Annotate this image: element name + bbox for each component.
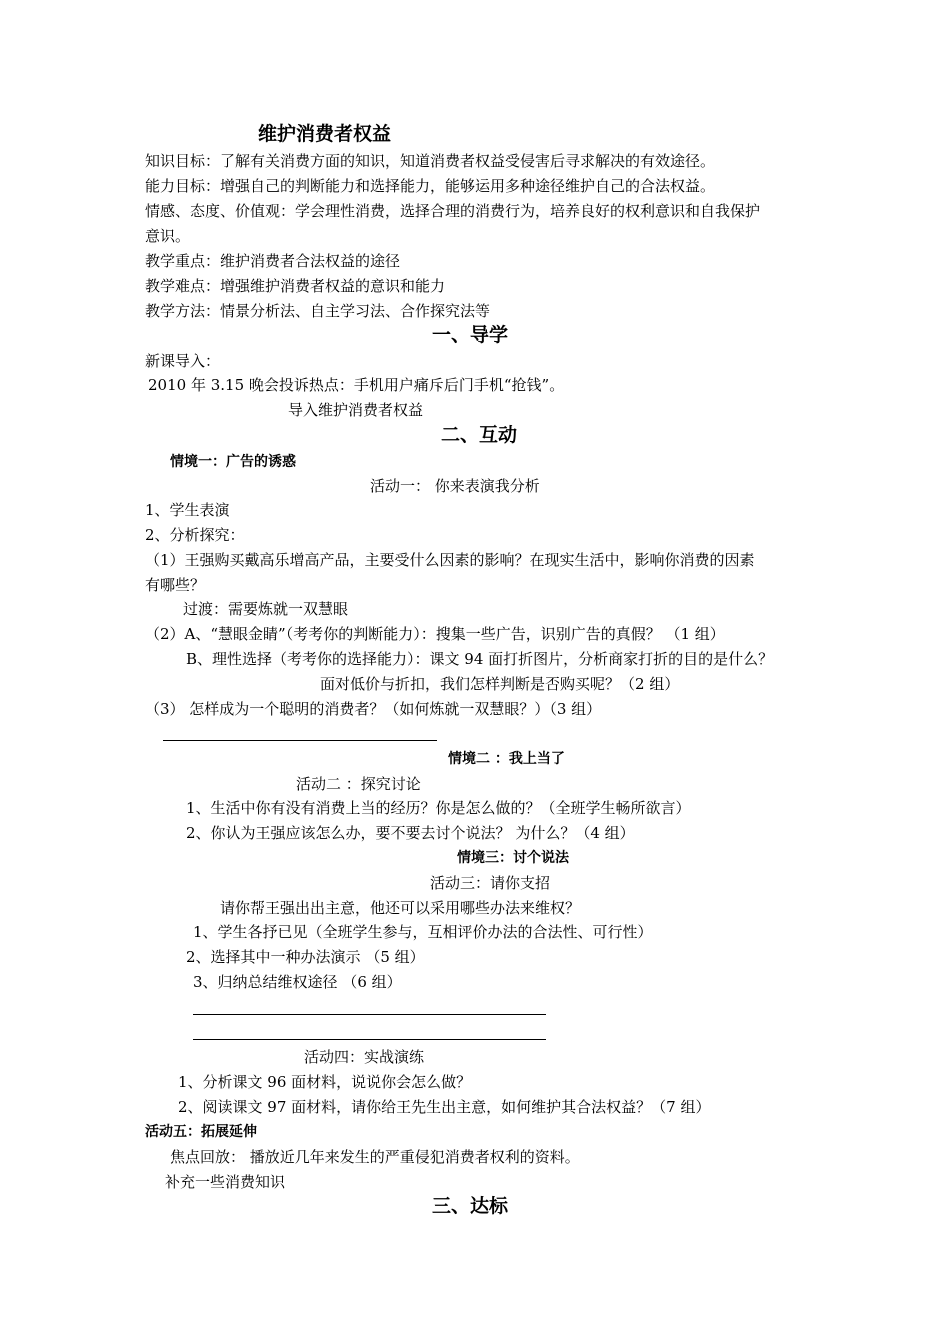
teaching-key-point: 教学重点：维护消费者合法权益的途径 [145,252,401,270]
section-heading-guide: 一、导学 [432,324,509,346]
page-title: 维护消费者权益 [258,123,392,145]
objective-ability: 能力目标：增强自己的判断能力和选择能力，能够运用多种途径维护自己的合法权益。 [145,177,716,195]
scene1-transition: 过渡：需要炼就一双慧眼 [183,600,349,618]
activity5-focus: 焦点回放： 播放近几年来发生的严重侵犯消费者权利的资料。 [170,1148,580,1166]
scene1-q3: （3） 怎样成为一个聪明的消费者？（如何炼就一双慧眼？）（3 组） [145,700,602,718]
activity4-title: 活动四：实战演练 [304,1048,425,1066]
scene3-item2: 2、选择其中一种办法演示 （5 组） [186,948,425,966]
teaching-difficulty: 教学难点：增强维护消费者权益的意识和能力 [145,277,446,295]
section-heading-interaction: 二、互动 [441,424,518,446]
scene1-q1: （1）王强购买戴高乐增高产品，主要受什么因素的影响？在现实生活中，影响你消费的因素 [145,551,755,569]
activity3-title: 活动三：请你支招 [430,874,551,892]
scene1-q2b: B、理性选择（考考你的选择能力）：课文 94 面打折图片，分析商家打折的目的是什么？ [186,650,774,668]
scene1-q1-cont: 有哪些？ [145,576,206,594]
activity5-title: 活动五：拓展延伸 [145,1124,257,1140]
scene3-prompt: 请你帮王强出出主意，他还可以采用哪些办法来维权？ [220,899,581,917]
activity5-supplement: 补充一些消费知识 [165,1173,286,1191]
teaching-method: 教学方法：情景分析法、自主学习法、合作探究法等 [145,302,491,320]
intro-text: 2010 年 3.15 晚会投诉热点：手机用户痛斥后门手机“抢钱”。 [148,376,565,394]
answer-line [163,740,437,741]
scene2-title: 情境二 ：我上当了 [448,751,565,767]
scene3-item1: 1、学生各抒已见（全班学生参与，互相评价办法的合法性、可行性） [193,923,653,941]
activity4-item2: 2、阅读课文 97 面材料，请你给王先生出主意，如何维护其合法权益？（7 组） [178,1098,711,1116]
scene1-q2b-cont: 面对低价与折扣，我们怎样判断是否购买呢？（2 组） [320,675,680,693]
objective-emotion-cont: 意识。 [145,227,191,245]
scene3-item3: 3、归纳总结维权途径 （6 组） [193,973,402,991]
scene3-title: 情境三：讨个说法 [457,850,569,866]
objective-knowledge: 知识目标：了解有关消费方面的知识，知道消费者权益受侵害后寻求解决的有效途径。 [145,152,716,170]
section-heading-assessment: 三、达标 [432,1195,509,1217]
scene1-item2: 2、分析探究： [145,526,245,544]
intro-label: 新课导入： [145,352,221,370]
scene1-q2a: （2）A、“慧眼金睛”（考考你的判断能力）：搜集一些广告，识别广告的真假？ （1 组） [145,625,725,643]
scene2-item2: 2、你认为王强应该怎么办，要不要去讨个说法？ 为什么？（4 组） [186,824,635,842]
activity4-item1: 1、分析课文 96 面材料，说说你会怎么做？ [178,1073,472,1091]
intro-lead-in: 导入维护消费者权益 [288,401,424,419]
scene1-item1: 1、学生表演 [145,501,230,519]
activity1-title: 活动一： 你来表演我分析 [370,477,540,495]
scene2-item1: 1、生活中你有没有消费上当的经历？你是怎么做的？（全班学生畅所欲言） [186,799,691,817]
answer-line [193,1014,546,1015]
objective-emotion: 情感、态度、价值观：学会理性消费，选择合理的消费行为，培养良好的权利意识和自我保护 [145,202,761,220]
activity2-title: 活动二 ：探究讨论 [296,775,421,793]
scene1-title: 情境一：广告的诱惑 [170,454,296,470]
answer-line [193,1039,546,1040]
